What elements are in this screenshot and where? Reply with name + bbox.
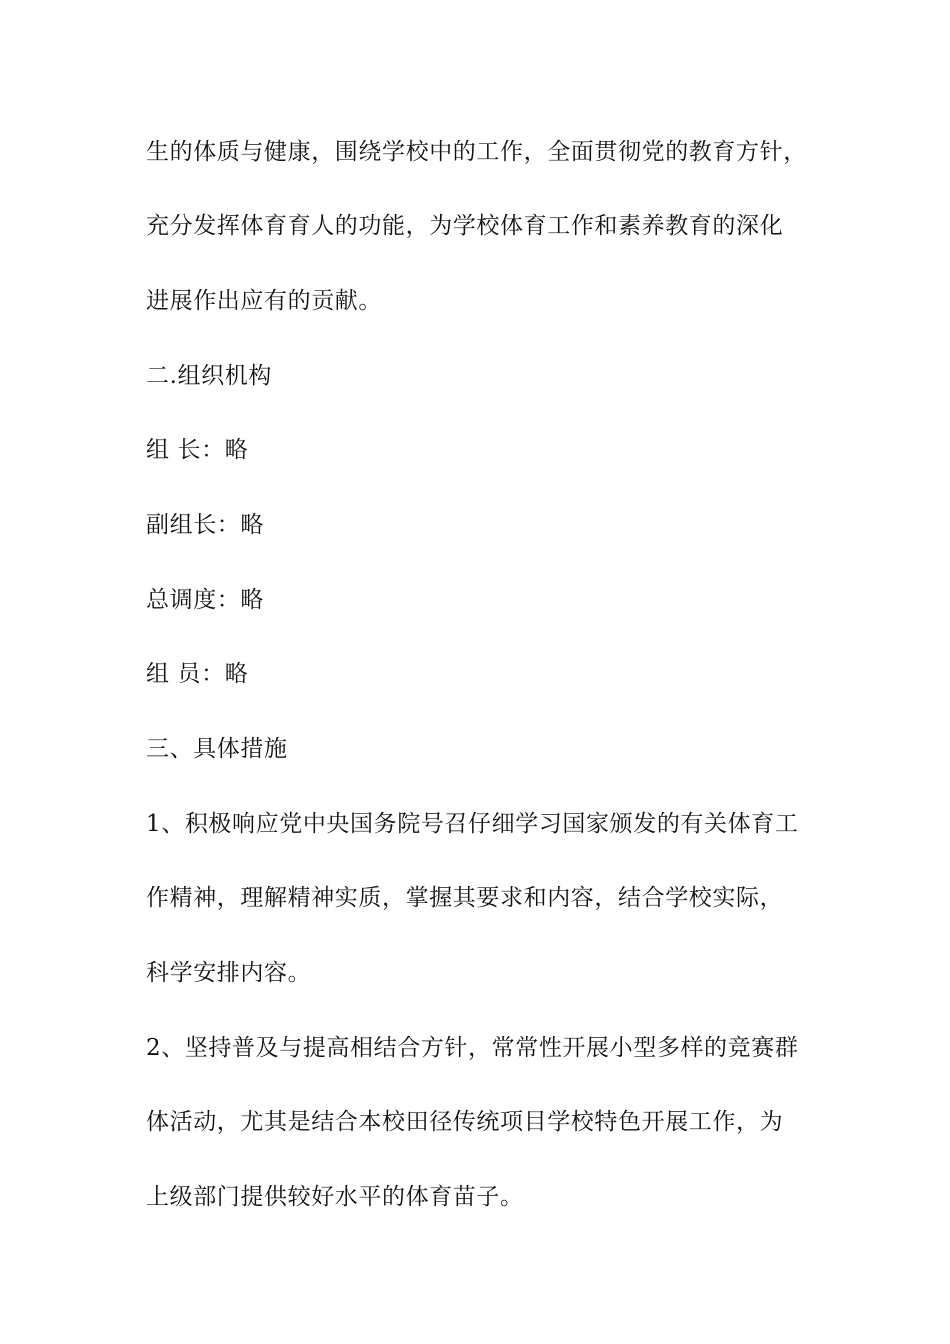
paragraph-line: 1、积极响应党中央国务院号召仔细学习国家颁发的有关体育工 [146,811,799,837]
section-heading: 二.组织机构 [146,363,272,389]
paragraph-line: 科学安排内容。 [146,960,312,986]
paragraph-line: 充分发挥体育育人的功能，为学校体育工作和素养教育的深化 [146,213,784,239]
paragraph-line: 上级部门提供较好水平的体育苗子。 [146,1184,524,1210]
paragraph-line: 2、坚持普及与提高相结合方针，常常性开展小型多样的竞赛群 [146,1035,799,1061]
org-members: 组 员：略 [146,661,249,687]
org-deputy-leader: 副组长：略 [146,512,264,538]
paragraph-line: 生的体质与健康，围绕学校中的工作，全面贯彻党的教育方针， [146,139,807,165]
section-heading: 三、具体措施 [146,736,288,762]
org-leader: 组 长：略 [146,437,249,463]
org-coordinator: 总调度：略 [146,587,264,613]
paragraph-line: 体活动，尤其是结合本校田径传统项目学校特色开展工作，为 [146,1109,784,1135]
paragraph-line: 作精神，理解精神实质，掌握其要求和内容，结合学校实际， [146,885,784,911]
paragraph-line: 进展作出应有的贡献。 [146,288,382,314]
